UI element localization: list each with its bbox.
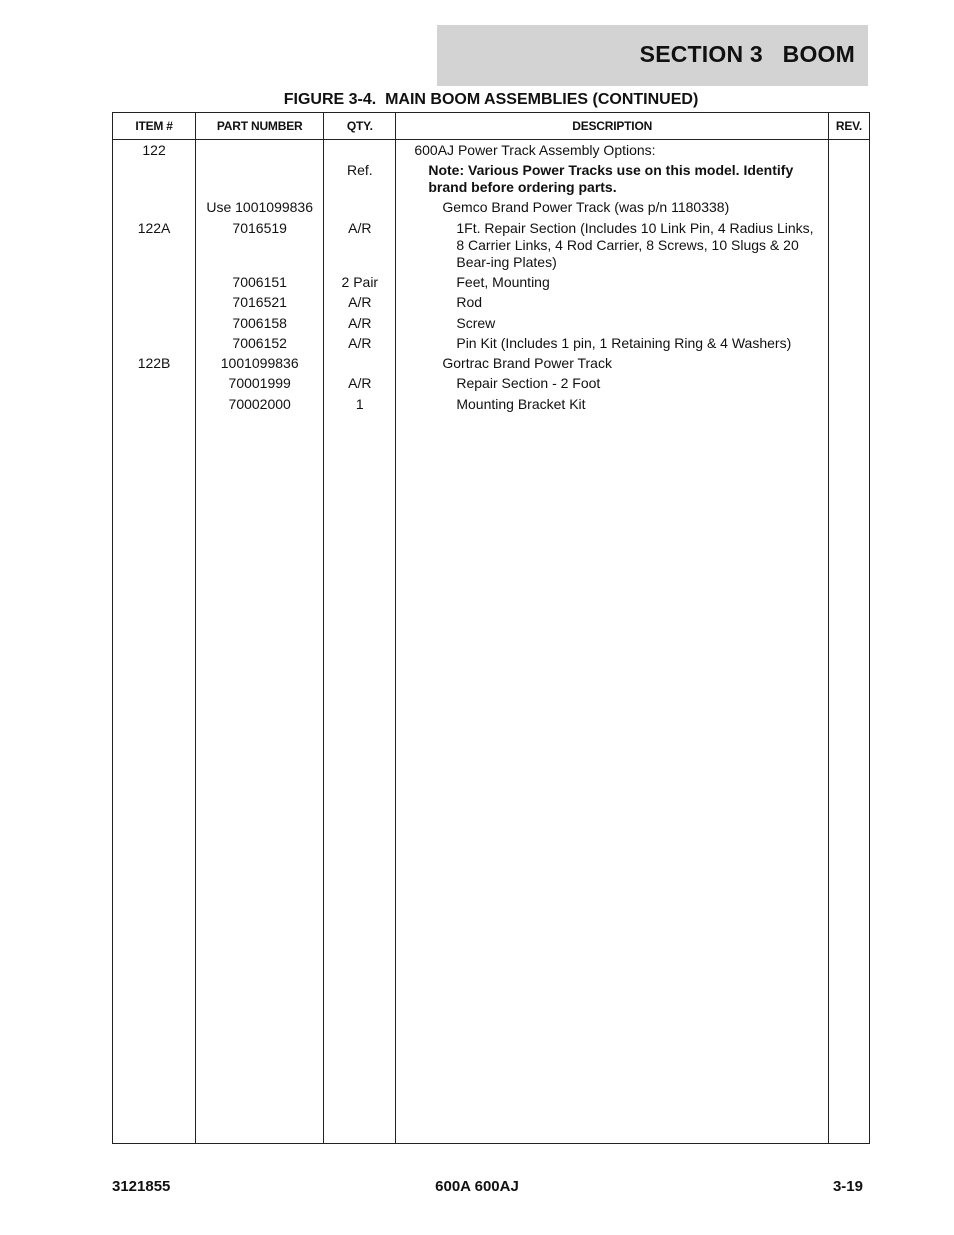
section-title: SECTION 3 BOOM xyxy=(639,41,855,67)
quantity: Ref. xyxy=(346,162,373,178)
column-header-part-number: PART NUMBER xyxy=(196,113,324,140)
description: Pin Kit (Includes 1 pin, 1 Retaining Ring & 4 Washers) xyxy=(456,335,792,351)
part-number: 70001999 xyxy=(228,375,291,391)
column-header-item: ITEM # xyxy=(113,113,196,140)
table-header-row xyxy=(113,113,870,140)
rev-column xyxy=(828,140,869,1144)
part-number: 7006151 xyxy=(232,274,287,290)
quantity: A/R xyxy=(348,335,372,351)
part-number: 7006158 xyxy=(232,315,287,331)
part-number-column xyxy=(196,140,324,1144)
item-number: 122 xyxy=(142,142,166,158)
column-header-rev: REV. xyxy=(828,113,869,140)
description: Note: Various Power Tracks use on this model. Identify brand before ordering parts. xyxy=(428,162,794,195)
part-number: 7006152 xyxy=(232,335,287,351)
parts-table xyxy=(112,112,870,1144)
part-number: 7016519 xyxy=(232,220,287,236)
part-number: 7016521 xyxy=(232,294,287,310)
item-number: 122B xyxy=(137,355,171,371)
quantity: 1 xyxy=(355,396,364,412)
description: Rod xyxy=(456,294,483,310)
footer-page-number: 3-19 xyxy=(832,1178,863,1195)
description: Gortrac Brand Power Track xyxy=(442,355,612,371)
item-column xyxy=(113,140,196,1144)
column-header-qty: QTY. xyxy=(324,113,396,140)
description-column xyxy=(396,140,829,1144)
item-number: 122A xyxy=(137,220,171,236)
description: 1Ft. Repair Section (Includes 10 Link Pin, 4 Radius Links, 8 Carrier Links, 4 Rod Carrier, 8 Screws, 10 Slugs & 20 Bear-ing Plates) xyxy=(456,220,814,270)
description: Feet, Mounting xyxy=(456,274,550,290)
quantity: A/R xyxy=(348,294,372,310)
figure-title: FIGURE 3-4. MAIN BOOM ASSEMBLIES (CONTINUED) xyxy=(283,91,699,108)
part-number: 1001099836 xyxy=(220,355,299,371)
part-number: 70002000 xyxy=(228,396,291,412)
quantity: A/R xyxy=(348,315,372,331)
part-number: Use 1001099836 xyxy=(206,199,314,215)
quantity: 2 Pair xyxy=(341,274,379,290)
column-header-description: DESCRIPTION xyxy=(396,113,829,140)
qty-column xyxy=(324,140,396,1144)
quantity: A/R xyxy=(348,220,372,236)
table-body-row xyxy=(113,140,870,1144)
footer-document-number: 3121855 xyxy=(112,1178,171,1195)
description: Mounting Bracket Kit xyxy=(456,396,586,412)
footer-model: 600A 600AJ xyxy=(435,1178,519,1195)
quantity: A/R xyxy=(348,375,372,391)
section-banner xyxy=(437,25,868,86)
description: Screw xyxy=(456,315,496,331)
description: Repair Section - 2 Foot xyxy=(456,375,601,391)
description: Gemco Brand Power Track (was p/n 1180338) xyxy=(442,199,730,215)
description: 600AJ Power Track Assembly Options: xyxy=(414,142,656,158)
